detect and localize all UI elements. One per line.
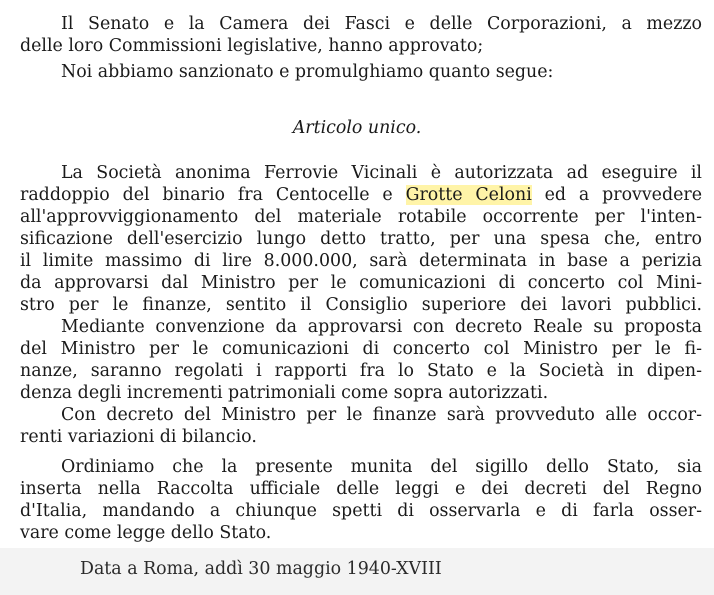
article-title: Articolo unico. (292, 118, 422, 138)
p3-line-1: Con decreto del Ministro per le finanze sarà provveduto alle occor- (61, 405, 702, 425)
p1-line-2-after: ed a provvedere (531, 185, 703, 205)
p2-line-2: del Ministro per le comunicazioni di concerto col Ministro per le fi- (20, 339, 702, 359)
intro-line-3: Noi abbiamo sanzionato e promulghiamo quanto segue: (61, 62, 554, 82)
p1-line-6: da approvarsi dal Ministro per le comunicazioni di concerto col Mini- (20, 273, 702, 293)
p1-line-3: all'approvviggionamento del materiale rotabile occorrente per l'inten- (20, 207, 702, 227)
p3-line-2: renti variazioni di bilancio. (20, 427, 257, 447)
closing-line-4: vare come legge dello Stato. (20, 523, 272, 543)
closing-line-2: inserta nella Raccolta ufficiale delle leggi e dei decreti del Regno (20, 479, 702, 499)
footer-band (0, 548, 714, 595)
closing-line-3: d'Italia, mandando a chiunque spetti di osservarla e di farla osser- (20, 501, 702, 521)
p1-line-2 (20, 184, 702, 206)
intro-line-2: delle loro Commissioni legislative, hanno approvato; (20, 36, 484, 56)
date-line: Data a Roma, addì 30 maggio 1940-XVIII (80, 559, 442, 579)
intro-line-1: Il Senato e la Camera dei Fasci e delle Corporazioni, a mezzo (61, 14, 702, 34)
p2-line-3: nanze, saranno regolati i rapporti fra lo Stato e la Società in dipen- (20, 361, 702, 381)
p1-line-4: sificazione dell'esercizio lungo detto tratto, per una spesa che, entro (20, 229, 702, 249)
p1-line-1: La Società anonima Ferrovie Vicinali è autorizzata ad eseguire il (61, 163, 702, 183)
p1-line-5: il limite massimo di lire 8.000.000, sarà determinata in base a perizia (20, 251, 702, 271)
closing-line-1: Ordiniamo che la presente munita del sigillo dello Stato, sia (61, 457, 702, 477)
highlighted-text: Grotte Celoni (405, 185, 532, 205)
p2-line-4: denza degli incrementi patrimoniali come sopra autorizzati. (20, 383, 549, 403)
p1-line-7: stro per le finanze, sentito il Consiglio superiore dei lavori pubblici. (20, 295, 702, 315)
p1-line-2-before: raddoppio del binario fra Centocelle e (20, 185, 406, 205)
p2-line-1: Mediante convenzione da approvarsi con decreto Reale su proposta (61, 317, 702, 337)
